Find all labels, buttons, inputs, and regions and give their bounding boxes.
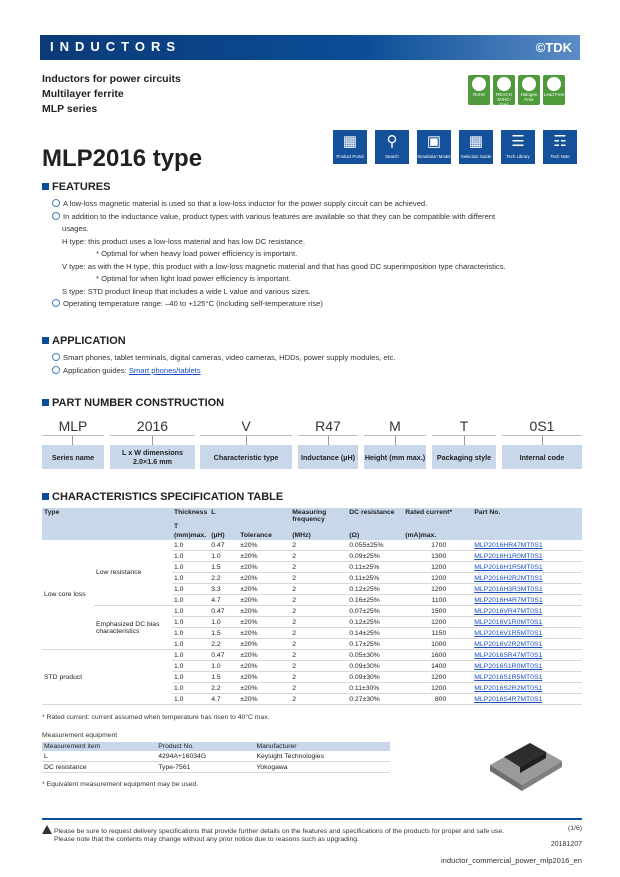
table-cell: 0.14±25% — [347, 628, 403, 639]
table-cell: ±20% — [238, 551, 290, 562]
table-cell: 2.2 — [209, 639, 238, 650]
table-cell: 2 — [290, 573, 347, 584]
part-number-link[interactable]: MLP2016HR47MT0S1 — [474, 541, 543, 549]
table-cell — [472, 694, 582, 705]
table-cell: 1.0 — [172, 573, 209, 584]
reach-badge: REACH SVHC-Free — [493, 75, 515, 105]
part-number-link[interactable]: MLP2016S4R7MT0S1 — [474, 695, 543, 703]
table-cell: 0.09±30% — [347, 661, 403, 672]
table-cell: ±20% — [238, 639, 290, 650]
pn-label-height: Height (mm max.) — [364, 445, 426, 469]
table-cell: 0.09±25% — [347, 551, 403, 562]
spec-heading: CHARACTERISTICS SPECIFICATION TABLE — [42, 491, 283, 503]
table-cell: ±20% — [238, 628, 290, 639]
table-cell: 1.0 — [172, 628, 209, 639]
meas-cell: Yokogawa — [254, 762, 390, 773]
table-cell — [472, 617, 582, 628]
pn-part-internal: 0S1 — [502, 418, 582, 436]
table-row — [42, 540, 582, 551]
rohs-badge: RoHS — [468, 75, 490, 105]
table-cell: ±20% — [238, 584, 290, 595]
features-bullet-3: Operating temperature range: –40 to +125°C (including self-temperature rise) — [52, 299, 323, 308]
halogen-icon — [522, 77, 536, 91]
footer-line-2: Please note that the contents may change without any prior notice due to reasons such as upgrading. — [54, 836, 359, 843]
footer-rule — [42, 818, 582, 820]
tech-library-button[interactable]: ☰ Tech Library — [501, 130, 535, 164]
header-banner — [40, 35, 580, 60]
unit-dcr: (Ω) — [347, 531, 403, 540]
features-h-note: * Optimal for when heavy load power efficiency is important. — [96, 249, 298, 258]
table-cell — [472, 540, 582, 551]
unit-thickness: (mm)max. — [172, 531, 209, 540]
table-cell — [472, 650, 582, 661]
meas-col-item: Measurement item — [42, 742, 156, 751]
table-cell: 1.0 — [209, 551, 238, 562]
pn-tick — [542, 436, 543, 445]
table-cell — [472, 628, 582, 639]
part-number-link[interactable]: MLP2016H1R0MT0S1 — [474, 552, 543, 560]
table-cell: 2 — [290, 606, 347, 617]
pn-part-inductance: R47 — [298, 418, 358, 436]
table-cell: 0.47 — [209, 606, 238, 617]
table-cell: ±20% — [238, 573, 290, 584]
part-number-link[interactable]: MLP2016V2R2MT0S1 — [474, 640, 543, 648]
table-cell — [472, 584, 582, 595]
col-l: L — [209, 508, 238, 531]
table-cell: 0.17±25% — [347, 639, 403, 650]
part-number-link[interactable]: MLP2016V1R0MT0S1 — [474, 618, 543, 626]
table-cell: 1.0 — [172, 540, 209, 551]
meas-col-manufacturer: Manufacturer — [254, 742, 390, 751]
table-cell: 0.27±30% — [347, 694, 403, 705]
pn-part-dimensions: 2016 — [110, 418, 195, 436]
pn-label-internal: Internal code — [502, 445, 582, 469]
table-cell: ±20% — [238, 617, 290, 628]
part-number-link[interactable]: MLP2016H1R5MT0S1 — [474, 563, 543, 571]
table-cell: ±20% — [238, 672, 290, 683]
header-title: INDUCTORS — [50, 39, 182, 54]
table-cell: 1200 — [403, 683, 472, 694]
tech-note-button[interactable]: ☶ Tech Note — [543, 130, 577, 164]
table-cell: 2 — [290, 540, 347, 551]
application-heading: APPLICATION — [42, 335, 126, 347]
table-cell: 0.16±25% — [347, 595, 403, 606]
table-cell: 1700 — [403, 540, 472, 551]
table-cell: ±20% — [238, 683, 290, 694]
meas-cell: 4294A+16034G — [156, 751, 254, 762]
warning-icon — [42, 825, 52, 834]
group-std-product: STD product — [42, 650, 172, 705]
application-bullet-1: Smart phones, tablet terminals, digital cameras, video cameras, HDDs, power supply modules, etc. — [52, 353, 396, 362]
rated-current-note: * Rated current: current assumed when temperature has risen to 40°C max. — [42, 714, 270, 721]
simulation-model-button[interactable]: ▣ Simulation Model — [417, 130, 451, 164]
table-cell: 1.0 — [172, 694, 209, 705]
category-line-2: Multilayer ferrite — [42, 88, 124, 100]
table-cell: 2 — [290, 562, 347, 573]
table-cell: 0.11±30% — [347, 683, 403, 694]
table-row — [42, 762, 390, 773]
features-h-type: H type: this product uses a low-loss material and has low DC resistance. — [62, 237, 306, 246]
application-guides: Application guides: Smart phones/tablets — [52, 366, 201, 375]
table-cell: 0.47 — [209, 540, 238, 551]
pn-heading: PART NUMBER CONSTRUCTION — [42, 397, 224, 409]
product-image — [480, 735, 568, 795]
unit-part-blank — [472, 531, 582, 540]
pn-tick — [395, 436, 396, 445]
measurement-heading: Measurement equipment — [42, 732, 118, 739]
table-cell: 1200 — [403, 584, 472, 595]
table-cell: 2 — [290, 595, 347, 606]
subgroup-low-resistance: Low resistance — [94, 540, 172, 606]
table-cell: 1.0 — [209, 617, 238, 628]
part-number-link[interactable]: MLP2016S1R5MT0S1 — [474, 673, 543, 681]
col-rated: Rated current* — [403, 508, 472, 531]
table-cell: 2 — [290, 584, 347, 595]
measurement-header-row — [42, 742, 390, 751]
search-button[interactable]: ⚲ Search — [375, 130, 409, 164]
table-cell: 2.2 — [209, 683, 238, 694]
lead-icon — [547, 77, 561, 91]
part-number-link[interactable]: MLP2016H2R2MT0S1 — [474, 574, 543, 582]
table-cell: 1000 — [403, 639, 472, 650]
smart-phones-link[interactable]: Smart phones/tablets — [128, 366, 201, 375]
table-cell: 1200 — [403, 672, 472, 683]
table-cell: 2 — [290, 617, 347, 628]
part-number-link[interactable]: MLP2016S1R0MT0S1 — [474, 662, 543, 670]
pn-tick — [72, 436, 73, 445]
grid-icon: ▦ — [342, 133, 358, 150]
doc-date: 20181207 — [550, 841, 582, 848]
meas-cell: L — [42, 751, 156, 762]
table-cell: 1300 — [403, 551, 472, 562]
unit-rated: (mA)max. — [403, 531, 472, 540]
books-icon: ☰ — [511, 133, 525, 150]
col-frequency: Measuring frequency — [290, 508, 347, 531]
features-v-note: * Optimal for when light load power efficiency is important. — [96, 274, 291, 283]
table-cell: 4.7 — [209, 694, 238, 705]
col-type: Type — [42, 508, 172, 540]
col-thickness: Thickness T — [174, 509, 208, 530]
spec-table-body — [42, 540, 582, 705]
table-cell: 3.3 — [209, 584, 238, 595]
table-cell: 1.0 — [172, 606, 209, 617]
pn-part-type: V — [200, 418, 292, 436]
pn-label-inductance: Inductance (µH) — [298, 445, 358, 469]
table-cell: 0.12±25% — [347, 584, 403, 595]
part-number-link[interactable]: MLP2016S2R2MT0S1 — [474, 684, 543, 692]
meas-col-product: Product No. — [156, 742, 254, 751]
col-part-no: Part No. — [472, 508, 582, 531]
table-cell: 1500 — [403, 606, 472, 617]
table-cell — [472, 606, 582, 617]
category-line-3: MLP series — [42, 103, 98, 115]
table-cell: 2 — [290, 639, 347, 650]
table-cell: 1.0 — [172, 562, 209, 573]
spec-header-row — [42, 508, 582, 531]
features-s-type: S type: STD product lineup that includes a wide L value and various sizes. — [62, 287, 311, 296]
table-row — [42, 606, 582, 617]
table-cell: 1600 — [403, 650, 472, 661]
product-portal-button[interactable]: ▦ Product Portal — [333, 130, 367, 164]
table-cell: 1.0 — [172, 650, 209, 661]
table-cell: 1.5 — [209, 672, 238, 683]
search-icon: ⚲ — [386, 133, 398, 150]
pn-part-series: MLP — [42, 418, 104, 436]
table-cell: 1100 — [403, 595, 472, 606]
table-cell: 2 — [290, 683, 347, 694]
features-bullet-1: A low-loss magnetic material is used so that a low-loss inductor for the power supply circuit can be achieved. — [52, 199, 427, 208]
table-icon: ▦ — [468, 133, 484, 150]
features-bullet-2: In addition to the inductance value, product types with various features are available so that they can be compatible with different — [52, 212, 495, 221]
part-number-link[interactable]: MLP2016SR47MT0S1 — [474, 651, 543, 659]
part-number-link[interactable]: MLP2016H3R3MT0S1 — [474, 585, 543, 593]
unit-l: (µH) — [209, 531, 238, 540]
table-cell — [472, 672, 582, 683]
table-cell — [472, 562, 582, 573]
table-cell: 1200 — [403, 562, 472, 573]
table-cell: 1.5 — [209, 628, 238, 639]
selection-guide-button[interactable]: ▦ Selection Guide — [459, 130, 493, 164]
part-number-link[interactable]: MLP2016VR47MT0S1 — [474, 607, 543, 615]
spec-table — [42, 508, 582, 705]
table-cell: ±20% — [238, 650, 290, 661]
table-cell: 1.0 — [172, 683, 209, 694]
unit-frequency: (MHz) — [290, 531, 347, 540]
page-title: MLP2016 type — [42, 145, 203, 172]
features-heading: FEATURES — [42, 181, 110, 193]
table-cell: 1.0 — [172, 584, 209, 595]
subgroup-emphasized-dc-bias: Emphasized DC bias characteristics — [94, 606, 172, 650]
col-dcr: DC resistance — [347, 508, 403, 531]
table-cell: 1200 — [403, 617, 472, 628]
table-cell: 2.2 — [209, 573, 238, 584]
pn-part-packaging: T — [432, 418, 496, 436]
lead-free-badge: Lead Free — [543, 75, 565, 105]
part-number-link[interactable]: MLP2016H4R7MT0S1 — [474, 596, 543, 604]
group-low-core-loss: Low core loss — [42, 540, 94, 650]
footer-line-1: Please be sure to request delivery specifications that provide further details on the features and specifications of the products for proper and safe use. — [54, 828, 504, 835]
features-v-type: V type: as with the H type, this product with a low-loss magnetic material and that has good DC superimposition type characteristics. — [62, 262, 506, 271]
table-cell: 1.0 — [172, 617, 209, 628]
tdk-logo: ©TDK — [535, 40, 572, 55]
category-line-1: Inductors for power circuits — [42, 73, 181, 85]
meas-cell: Keysight Technologies — [254, 751, 390, 762]
table-cell: 1200 — [403, 573, 472, 584]
table-cell: 0.11±25% — [347, 573, 403, 584]
table-cell: 4.7 — [209, 595, 238, 606]
pn-label-type: Characteristic type — [200, 445, 292, 469]
table-cell: 800 — [403, 694, 472, 705]
pn-label-dimensions: L x W dimensions 2.0×1.6 mm — [110, 445, 195, 469]
table-cell: 1.0 — [172, 639, 209, 650]
features-bullet-2-cont: usages. — [62, 224, 89, 233]
table-cell: 1.5 — [209, 562, 238, 573]
table-cell: 1.0 — [172, 595, 209, 606]
pn-label-series: Series name — [42, 445, 104, 469]
measurement-table — [42, 742, 390, 773]
unit-tolerance: Tolerance — [238, 531, 290, 540]
table-cell: 1.0 — [172, 661, 209, 672]
book-icon: ☶ — [553, 133, 567, 150]
table-cell: 0.05±30% — [347, 650, 403, 661]
table-cell — [472, 595, 582, 606]
table-cell: ±20% — [238, 694, 290, 705]
table-cell: 0.12±25% — [347, 617, 403, 628]
pn-part-height: M — [364, 418, 426, 436]
monitor-icon: ▣ — [426, 133, 442, 150]
table-cell: 1150 — [403, 628, 472, 639]
table-cell: ±20% — [238, 606, 290, 617]
table-cell: ±20% — [238, 661, 290, 672]
table-row — [42, 650, 582, 661]
table-cell — [472, 551, 582, 562]
halogen-free-badge: Halogen Free — [518, 75, 540, 105]
table-cell: 2 — [290, 551, 347, 562]
pn-tick — [152, 436, 153, 445]
meas-cell: Type-7561 — [156, 762, 254, 773]
pn-tick — [328, 436, 329, 445]
table-cell: 0.09±30% — [347, 672, 403, 683]
table-row — [42, 751, 390, 762]
table-cell — [472, 639, 582, 650]
table-cell: 2 — [290, 628, 347, 639]
col-tolerance-blank — [238, 508, 290, 531]
table-cell: 2 — [290, 650, 347, 661]
category-block — [42, 72, 181, 117]
meas-cell: DC resistance — [42, 762, 156, 773]
table-cell: 1400 — [403, 661, 472, 672]
table-cell: 0.07±25% — [347, 606, 403, 617]
table-cell: 1.0 — [172, 672, 209, 683]
leaf-icon — [497, 77, 511, 91]
table-cell — [472, 573, 582, 584]
doc-filename: inductor_commercial_power_mlp2016_en — [441, 856, 582, 865]
table-cell: 0.47 — [209, 650, 238, 661]
table-cell: ±20% — [238, 595, 290, 606]
table-cell — [472, 683, 582, 694]
pn-tick — [464, 436, 465, 445]
table-cell: 2 — [290, 672, 347, 683]
table-cell: 2 — [290, 661, 347, 672]
table-cell: ±20% — [238, 562, 290, 573]
measurement-note: * Equivalent measurement equipment may be used. — [42, 781, 199, 788]
table-cell: 0.055±25% — [347, 540, 403, 551]
table-cell: 2 — [290, 694, 347, 705]
leaf-icon — [472, 77, 486, 91]
footer — [42, 825, 582, 844]
pn-tick — [246, 436, 247, 445]
pn-label-packaging: Packaging style — [432, 445, 496, 469]
table-cell: 1.0 — [209, 661, 238, 672]
table-cell: 1.0 — [172, 551, 209, 562]
part-number-link[interactable]: MLP2016V1R5MT0S1 — [474, 629, 543, 637]
table-cell: 0.11±25% — [347, 562, 403, 573]
page-number: (1/6) — [568, 825, 582, 832]
table-cell — [472, 661, 582, 672]
table-cell: ±20% — [238, 540, 290, 551]
